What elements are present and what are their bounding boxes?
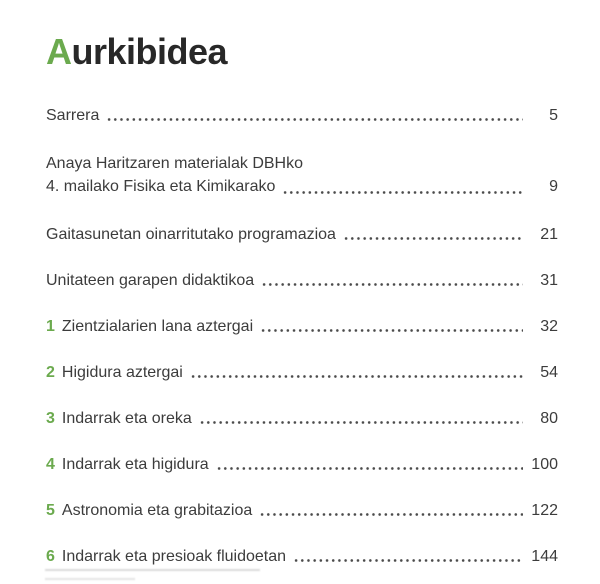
dot-leader <box>259 512 523 517</box>
toc-entry-number: 5 <box>46 502 55 519</box>
toc-entry-label: Higidura aztergai <box>61 364 183 381</box>
toc-entry-page: 5 <box>549 107 558 124</box>
toc-entry-label: Indarrak eta oreka <box>61 410 192 427</box>
toc-entry <box>46 152 558 198</box>
dot-leader <box>282 190 523 195</box>
scan-artifact <box>45 578 135 580</box>
toc-entry-label: Unitateen garapen didaktikoa <box>46 272 255 289</box>
toc-entry <box>46 317 558 336</box>
toc-entry-number: 3 <box>46 410 55 427</box>
toc-entry-page: 122 <box>531 502 558 519</box>
toc-entry <box>46 501 558 520</box>
toc-entry-label: Astronomia eta grabitazioa <box>61 502 253 519</box>
toc-entry <box>46 271 558 290</box>
dot-leader <box>216 466 523 471</box>
toc-entry-label: Indarrak eta higidura <box>61 456 209 473</box>
page-title <box>46 31 558 72</box>
dot-leader <box>106 117 523 122</box>
toc-entry-label-line1: Anaya Haritzaren materialak DBHko <box>46 155 303 172</box>
dot-leader <box>261 282 523 287</box>
page-title-rest: urkibidea <box>71 31 228 72</box>
page-title-initial: A <box>46 31 72 72</box>
toc-entry-label: Sarrera <box>46 107 100 124</box>
toc-entry-page: 100 <box>531 456 558 473</box>
toc-entry-page: 32 <box>540 318 558 335</box>
toc-entry-number: 6 <box>46 548 55 565</box>
toc-entry-page: 21 <box>540 226 558 243</box>
toc-entry-page: 54 <box>540 364 558 381</box>
toc-entry <box>46 106 558 125</box>
toc-entry-label-line2: 4. mailako Fisika eta Kimikarako <box>46 178 276 195</box>
dot-leader <box>260 328 523 333</box>
scan-artifact <box>45 569 260 571</box>
toc-entry-label: Gaitasunetan oinarritutako programazioa <box>46 226 336 243</box>
toc-entry-page: 144 <box>531 548 558 565</box>
toc-entry <box>46 225 558 244</box>
toc-entry-number: 1 <box>46 318 55 335</box>
toc-entry-page: 80 <box>540 410 558 427</box>
dot-leader <box>199 420 523 425</box>
table-of-contents <box>46 106 558 566</box>
toc-entry <box>46 455 558 474</box>
toc-entry-label: Indarrak eta presioak fluidoetan <box>61 548 287 565</box>
toc-entry-page: 31 <box>540 272 558 289</box>
toc-entry-label: Zientzialarien lana aztergai <box>61 318 254 335</box>
toc-entry <box>46 409 558 428</box>
dot-leader <box>293 558 523 563</box>
toc-entry <box>46 363 558 382</box>
dot-leader <box>190 374 523 379</box>
toc-entry-page: 9 <box>549 178 558 195</box>
toc-entry-number: 4 <box>46 456 55 473</box>
toc-entry-number: 2 <box>46 364 55 381</box>
dot-leader <box>343 236 523 241</box>
toc-entry <box>46 547 558 566</box>
